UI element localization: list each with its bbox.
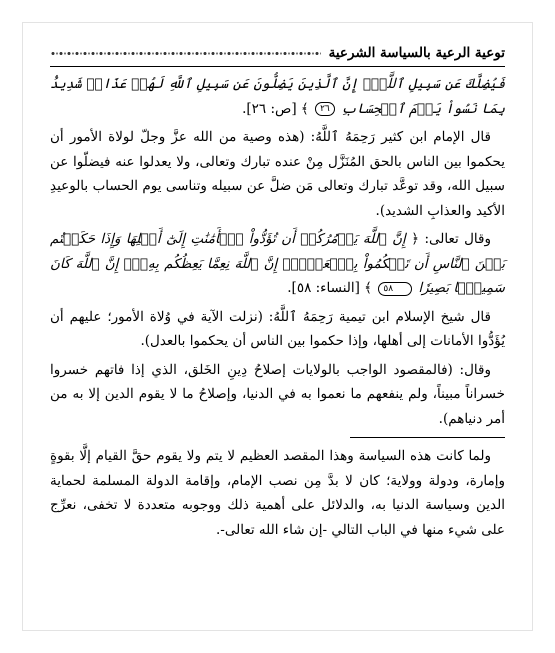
page-body	[50, 72, 505, 546]
ibn-taymiyya-second-quote: وقال: (فالمقصود الواجب بالولايات إصلاحُ دِينِ الخَلق، الذي إذا فاتهم خسروا خسراناً مبيناً، ولم ينفعهم ما نعموا به في الدنيا، وإصلاحُ ما لا يقوم الدين إلا به من أمر دنياهم).	[50, 361, 505, 427]
verse-text: فَيُضِلَّكَ عَن سَبِيلِ ٱللَّهِۚ إِنَّ ٱلَّذِينَ يَضِلُّونَ عَن سَبِيلِ ٱللَّهِ لَهُمۡ عَذَابٞ شَدِيدُۢ بِمَا نَسُواْ يَوۡمَ ٱلۡحِسَابِ	[50, 76, 505, 117]
verse-lead: وقال تعالى: ﴿	[411, 231, 492, 247]
running-header	[50, 42, 505, 64]
header-ornament-icon	[50, 49, 321, 58]
aya-number-badge: ٥٨	[378, 282, 412, 296]
ibn-taymiyya-quote: قال شيخ الإسلام ابن تيمية رَحِمَهُ ٱللَّهُ: (نزلت الآية في وُلاة الأمور؛ عليهم أن يُؤَدُّوا الأمانات إلى أهلها، وإذا حكموا بين الناس أن يحكموا بالعدل).	[50, 308, 505, 349]
section-divider	[350, 437, 505, 438]
concluding-paragraph: ولما كانت هذه السياسة وهذا المقصد العظيم لا يتم ولا يقوم حقَّ القيام إلَّا بقوةٍ وإمارة، ودولة وولاية؛ كان لا بدَّ مِن نصب الإمام، وإقامة الدولة المسلمة لحماية الدين وسياسة الدنيا به، والدلائل على أهمية ذلك ووجوبه متعددة لا تخفى، نعرِّج على شيء منها في الباب التالي -إن شاء الله تعالى-.	[50, 448, 505, 538]
ibn-kathir-commentary: قال الإمام ابن كثير رَحِمَهُ ٱللَّهُ: (هذه وصية من الله عزَّ وجلّ لولاة الأمور أن يحكموا بين الناس بالحق المُنَزَّل مِنْ عنده تبارك وتعالى، ولا يعدلوا عنه فيضلّوا عن سبيل الله، وقد توعَّد تبارك وتعالى مَن ضلَّ عن سبيله وتناسى يوم الحساب بالوعيدِ الأكيد والعذابِ الشديد).	[50, 129, 505, 219]
aya-number-badge: ٢٦	[315, 102, 335, 116]
verse-text: إِنَّ ٱللَّهَ يَأۡمُرُكُمۡ أَن تُؤَدُّواْ ٱلۡأَمَٰنَٰتِ إِلَىٰٓ أَهۡلِهَا وَإِذَا حَكَمۡتُم بَيۡنَ ٱلنَّاسِ أَن تَحۡكُمُواْ بِٱلۡعَدۡلِۚ إِنَّ ٱللَّهَ نِعِمَّا يَعِظُكُم بِهِۦٓۗ إِنَّ ٱللَّهَ كَانَ سَمِيعَۢا بَصِيرٗا	[50, 231, 505, 296]
verse-reference: ﴾ [النساء: ٥٨].	[287, 280, 373, 296]
verse-nisa-58	[50, 227, 505, 301]
header-rule	[50, 66, 505, 67]
verse-sad-26	[50, 72, 505, 121]
header-title: توعية الرعية بالسياسة الشرعية	[328, 45, 505, 61]
verse-reference: ﴾ [ص: ٢٦].	[242, 100, 309, 117]
